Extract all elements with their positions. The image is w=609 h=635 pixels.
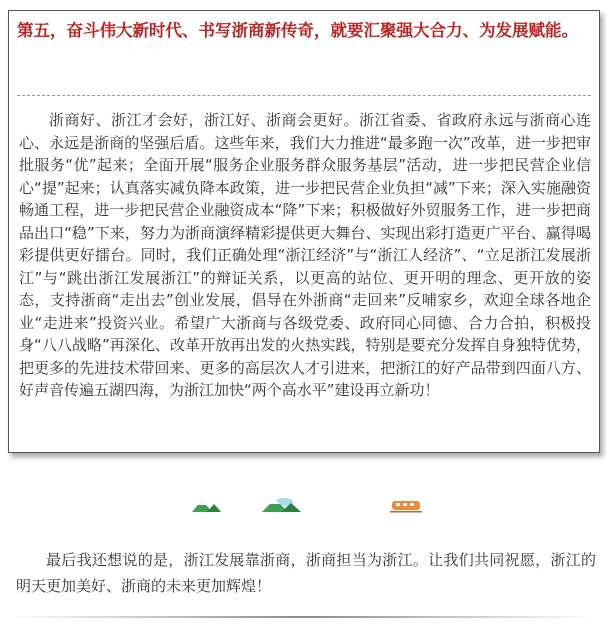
article-card [8,10,600,453]
section-heading: 第五，奋斗伟大新时代、书写浙商新传奇，就要汇聚强大合力、为发展赋能。 [17,21,578,40]
train-icon [390,501,422,513]
dashed-divider [17,95,591,96]
mountain-cloud-icon [262,498,301,512]
body-paragraph: 浙商好、浙江才会好，浙江好、浙商会更好。浙江省委、省政府永远与浙商心连心、永远是浙商的坚强后盾。这些年来，我们大力推进“最多跑一次”改革，进一步把审批服务“优”起来；全面开展“服务企业服务群众服务基层”活动，进一步把民营企业信心“提”起来；认真落实减负降本政策，进一步把民营企业负担“减”下来；深入实施融资畅通工程，进一步把民营企业融资成本“降”下来；积极做好外贸服务工作，进一步把商品出口“稳”下来，努力为浙商演绎精彩提供更大舞台、实现出彩打造更广平台、赢得喝彩提供更好擂台。同时，我们正确处理“浙江经济”与“浙江人经济”、“立足浙江发展浙江”与“跳出浙江发展浙江”的辩证关系，以更高的站位、更开明的理念、更开放的姿态，支持浙商“走出去”创业发展，倡导在外浙商“走回来”反哺家乡，欢迎全球各地企业“走进来”投资兴业。希望广大浙商与各级党委、政府同心同德、合力合拍，积极投身“八八战略”再深化、改革开放再出发的火热实践，特别是要充分发挥自身独特优势，把更多的先进技术带回来、更多的高层次人才引进来，把浙江的好产品带到四面八方、好声音传遍五湖四海，为浙江加快“两个高水平”建设再立新功！ [19,111,591,399]
closing-paragraph: 最后我还想说的是，浙江发展靠浙商，浙商担当为浙江。让我们共同祝愿，浙江的明天更加美好、浙商的未来更加辉煌！ [16,551,596,595]
mountain-icon [192,500,221,512]
decoration-strip [0,494,609,518]
bottom-divider [8,616,598,618]
